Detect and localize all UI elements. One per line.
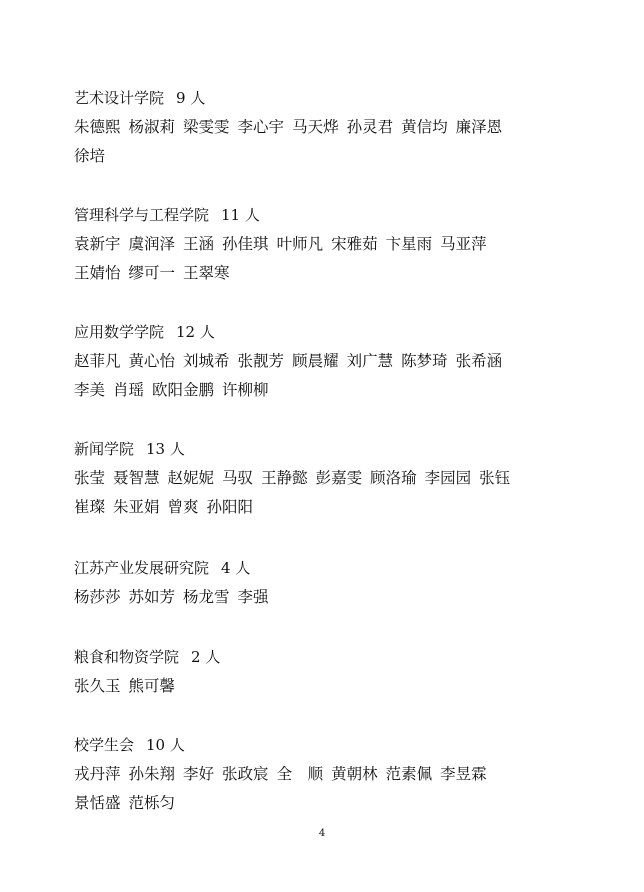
member-name: 范栎匀 [128, 794, 176, 812]
member-name: 马亚萍 [440, 235, 487, 253]
member-name: 廉泽恩 [455, 118, 503, 136]
names-line [74, 234, 594, 254]
member-name: 李好 [183, 765, 215, 783]
section-art-design [74, 88, 594, 166]
member-name: 缪可一 [128, 264, 176, 282]
member-name: 张久玉 [74, 677, 121, 695]
member-name: 徐培 [74, 147, 106, 165]
member-name: 顾晨耀 [292, 352, 339, 370]
member-name: 王翠寒 [183, 264, 230, 282]
names-line [74, 764, 594, 784]
member-name: 熊可馨 [128, 677, 176, 695]
section-student-union [74, 735, 594, 813]
department-name: 管理科学与工程学院 [74, 206, 210, 224]
member-name: 刘城希 [183, 352, 230, 370]
department-name: 江苏产业发展研究院 [74, 559, 210, 577]
member-name: 宋雅茹 [331, 235, 378, 253]
section-grain-materials [74, 647, 594, 696]
names-line [74, 380, 594, 400]
member-name: 景恬盛 [74, 794, 121, 812]
member-name: 黄心怡 [128, 352, 176, 370]
member-name: 戎丹萍 [74, 765, 121, 783]
member-name: 黄信均 [401, 118, 448, 136]
section-journalism [74, 439, 594, 517]
member-name: 李心宇 [237, 118, 285, 136]
member-name: 欧阳金鹏 [152, 381, 215, 399]
names-line [74, 587, 594, 607]
department-name: 粮食和物资学院 [74, 648, 180, 666]
member-name: 王婧怡 [74, 264, 121, 282]
member-name: 孙佳琪 [222, 235, 269, 253]
department-name: 新闻学院 [74, 440, 135, 458]
member-count: 4 人 [221, 559, 251, 577]
member-name: 赵妮妮 [167, 469, 215, 487]
member-name: 朱亚娟 [113, 498, 160, 516]
member-name: 赵菲凡 [74, 352, 121, 370]
member-name: 张莹 [74, 469, 106, 487]
member-name: 许柳柳 [222, 381, 269, 399]
names-line [74, 793, 594, 813]
member-count: 10 人 [146, 736, 185, 754]
member-name: 朱德熙 [74, 118, 121, 136]
member-name: 全 顺 [276, 765, 324, 783]
member-name: 肖瑶 [113, 381, 145, 399]
member-name: 李美 [74, 381, 106, 399]
department-name: 校学生会 [74, 736, 135, 754]
member-count: 13 人 [146, 440, 185, 458]
member-name: 马驭 [222, 469, 254, 487]
member-name: 李园园 [424, 469, 472, 487]
department-name: 艺术设计学院 [74, 89, 165, 107]
member-name: 崔璨 [74, 498, 106, 516]
member-name: 孙朱翔 [128, 765, 176, 783]
member-name: 张政宸 [222, 765, 269, 783]
member-name: 杨莎莎 [74, 588, 121, 606]
member-name: 聂智慧 [113, 469, 160, 487]
section-heading [74, 558, 594, 578]
department-name: 应用数学学院 [74, 323, 165, 341]
member-name: 彭嘉雯 [315, 469, 363, 487]
section-heading [74, 439, 594, 459]
names-line [74, 146, 594, 166]
section-management-science [74, 205, 594, 283]
member-name: 袁新宇 [74, 235, 121, 253]
member-name: 杨淑莉 [128, 118, 176, 136]
section-heading [74, 88, 594, 108]
member-name: 苏如芳 [128, 588, 176, 606]
member-name: 顾洛瑜 [370, 469, 417, 487]
section-heading [74, 205, 594, 225]
names-line [74, 351, 594, 371]
member-name: 马天烨 [292, 118, 339, 136]
member-name: 卞星雨 [385, 235, 433, 253]
page-number: 4 [318, 828, 326, 839]
member-count: 2 人 [191, 648, 221, 666]
section-jiangsu-industry-institute [74, 558, 594, 607]
member-name: 梁雯雯 [183, 118, 230, 136]
member-name: 张钰 [479, 469, 511, 487]
member-name: 范素佩 [385, 765, 433, 783]
member-name: 叶师凡 [276, 235, 324, 253]
member-name: 李昱霖 [440, 765, 487, 783]
section-heading [74, 647, 594, 667]
names-line [74, 117, 594, 137]
member-name: 李强 [237, 588, 269, 606]
member-name: 王静懿 [261, 469, 308, 487]
section-heading [74, 322, 594, 342]
member-name: 虞润泽 [128, 235, 176, 253]
names-line [74, 497, 594, 517]
member-name: 孙灵君 [346, 118, 394, 136]
section-applied-math [74, 322, 594, 400]
names-line [74, 468, 594, 488]
member-count: 12 人 [176, 323, 215, 341]
member-name: 张靓芳 [237, 352, 285, 370]
names-line [74, 676, 594, 696]
member-name: 陈梦琦 [401, 352, 448, 370]
member-name: 张希涵 [455, 352, 503, 370]
member-name: 曾爽 [167, 498, 199, 516]
member-name: 王涵 [183, 235, 215, 253]
names-line [74, 263, 594, 283]
member-name: 孙阳阳 [206, 498, 254, 516]
member-name: 刘广慧 [346, 352, 394, 370]
member-name: 黄朝林 [331, 765, 378, 783]
section-heading [74, 735, 594, 755]
member-name: 杨龙雪 [183, 588, 230, 606]
member-count: 11 人 [221, 206, 260, 224]
member-count: 9 人 [176, 89, 206, 107]
